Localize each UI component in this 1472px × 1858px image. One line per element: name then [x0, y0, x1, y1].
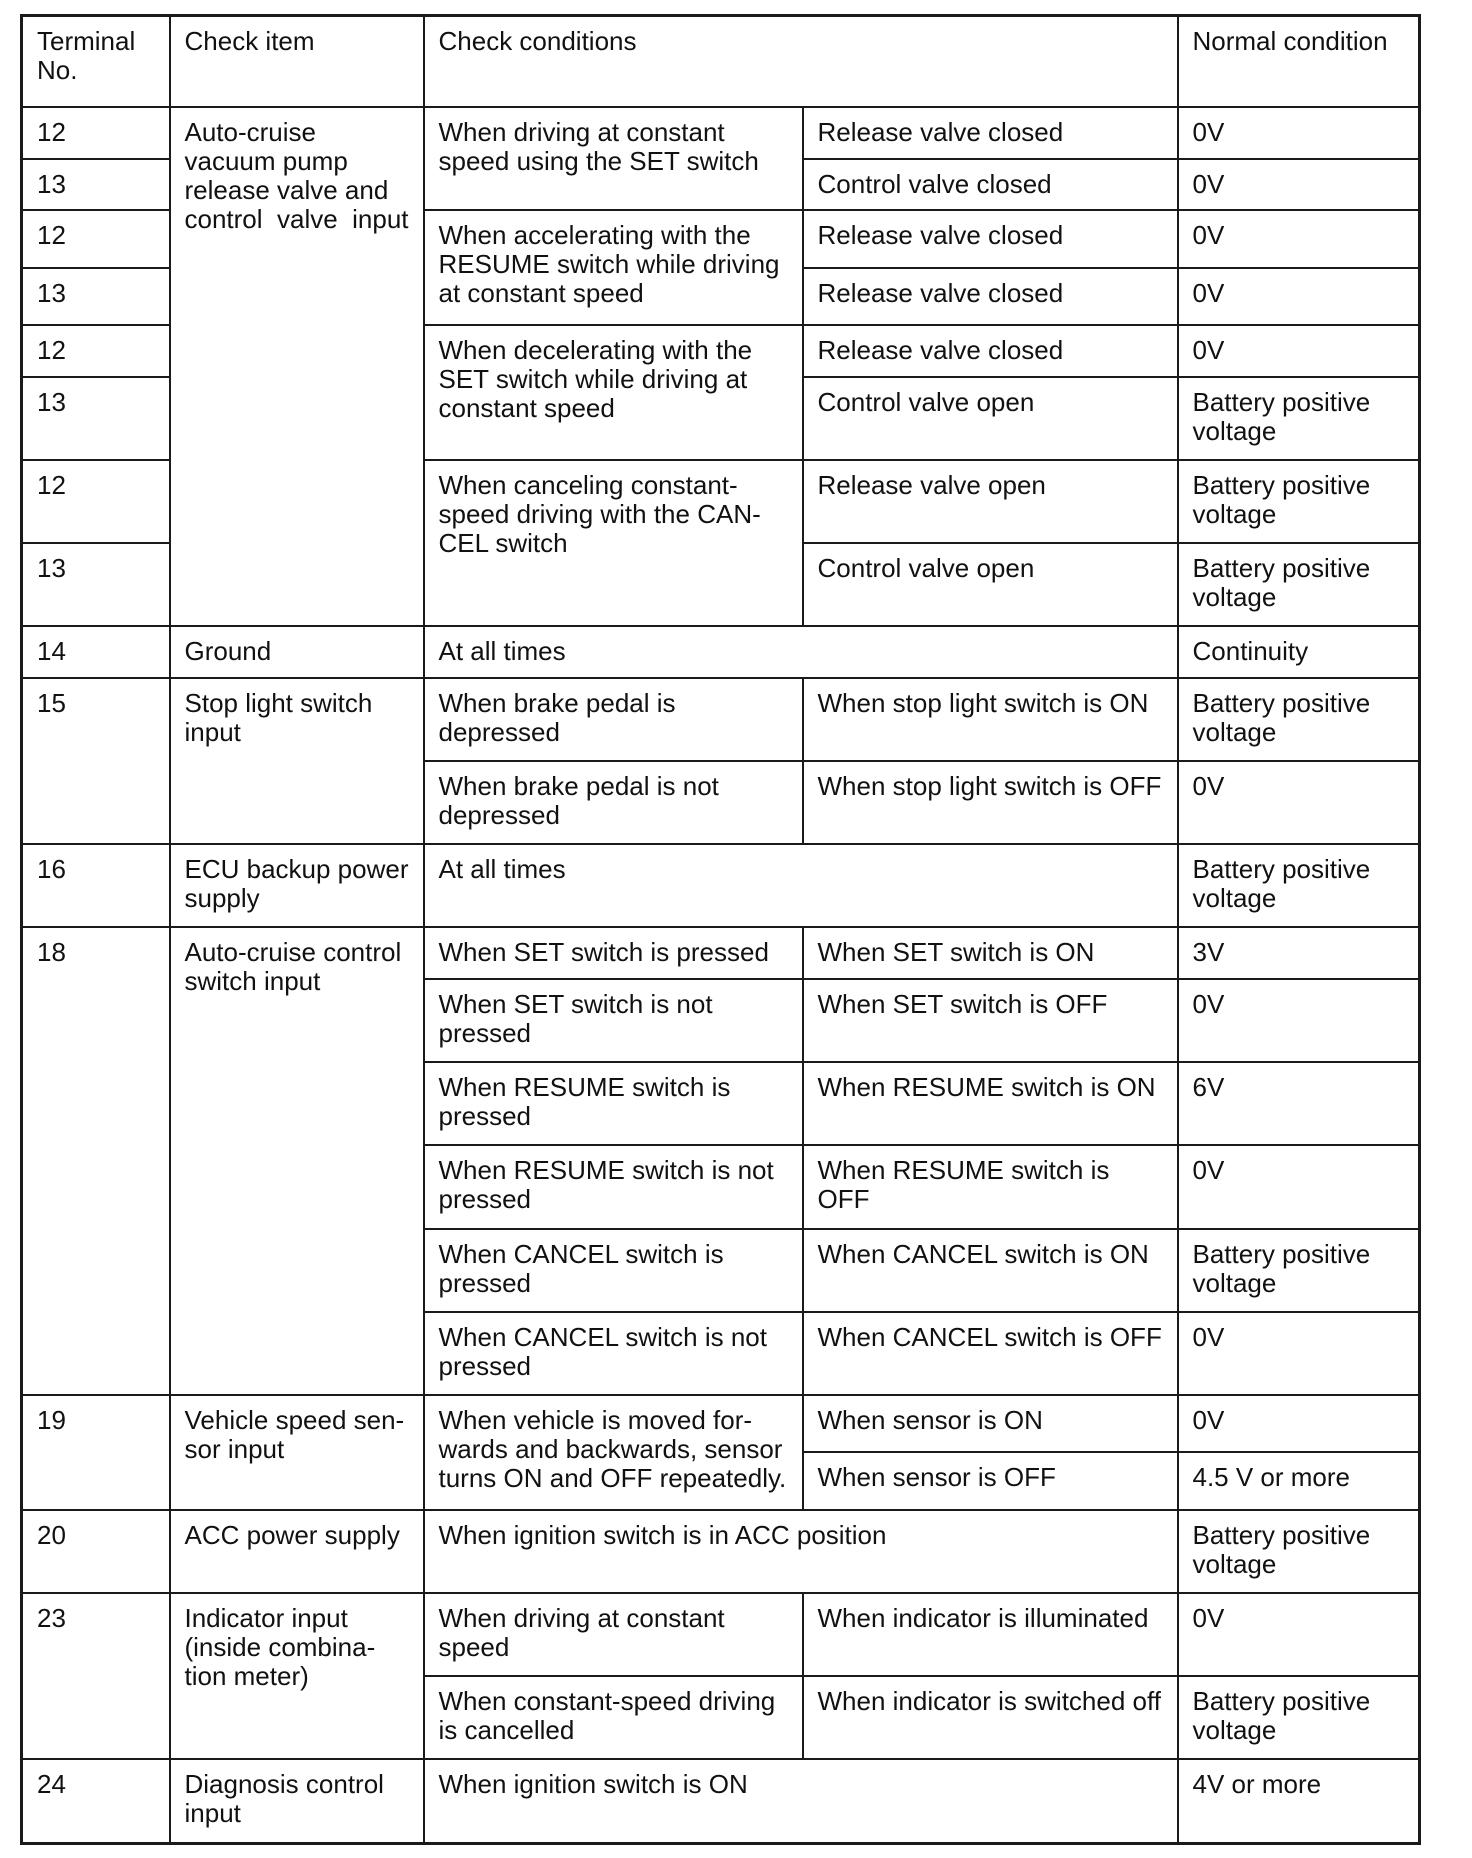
terminal-cell: 23	[22, 1593, 170, 1759]
condition-cell: When SET switch is not pressed	[424, 979, 803, 1062]
table-row	[22, 626, 1420, 677]
sub-condition-cell: When SET switch is ON	[803, 927, 1178, 978]
header-check-conditions: Check conditions	[424, 16, 1178, 108]
sub-condition-cell: Release valve open	[803, 460, 1178, 543]
normal-condition-cell: Battery positive voltage	[1178, 460, 1420, 543]
condition-cell: When RESUME switch is pressed	[424, 1062, 803, 1145]
condition-cell: When CANCEL switch is pressed	[424, 1229, 803, 1312]
sub-condition-cell: When SET switch is OFF	[803, 979, 1178, 1062]
terminal-cell: 13	[22, 268, 170, 325]
header-normal-condition: Normal condition	[1178, 16, 1420, 108]
sub-condition-cell: When CANCEL switch is ON	[803, 1229, 1178, 1312]
sub-condition-cell: When RESUME switch is ON	[803, 1062, 1178, 1145]
sub-condition-cell: Release valve closed	[803, 268, 1178, 325]
terminal-cell: 13	[22, 159, 170, 210]
condition-cell: When CANCEL switch is not pressed	[424, 1312, 803, 1395]
normal-condition-cell: Battery positive voltage	[1178, 1229, 1420, 1312]
normal-condition-cell: 0V	[1178, 268, 1420, 325]
normal-condition-cell: 4.5 V or more	[1178, 1452, 1420, 1509]
sub-condition-cell: When CANCEL switch is OFF	[803, 1312, 1178, 1395]
check-item-cell: Diagnosis control input	[170, 1759, 424, 1843]
normal-condition-cell: 4V or more	[1178, 1759, 1420, 1843]
condition-cell: When decelerating with the SET switch while driving at constant speed	[424, 325, 803, 460]
normal-condition-cell: 0V	[1178, 210, 1420, 267]
condition-cell: At all times	[424, 626, 1178, 677]
sub-condition-cell: When sensor is ON	[803, 1395, 1178, 1452]
table-row	[22, 678, 1420, 761]
normal-condition-cell: 0V	[1178, 761, 1420, 844]
terminal-cell: 12	[22, 210, 170, 267]
condition-cell: When ignition switch is in ACC position	[424, 1510, 1178, 1593]
condition-cell: When vehicle is moved for-wards and backwards, sensor turns ON and OFF repeatedly.	[424, 1395, 803, 1510]
table-row	[22, 844, 1420, 927]
check-item-cell: Vehicle speed sen-sor input	[170, 1395, 424, 1510]
terminal-cell: 24	[22, 1759, 170, 1843]
condition-cell: When canceling constant-speed driving with the CAN-CEL switch	[424, 460, 803, 626]
normal-condition-cell: 0V	[1178, 159, 1420, 210]
check-item-cell: Stop light switch input	[170, 678, 424, 844]
terminal-cell: 12	[22, 460, 170, 543]
normal-condition-cell: 3V	[1178, 927, 1420, 978]
table-row	[22, 1395, 1420, 1452]
normal-condition-cell: 0V	[1178, 979, 1420, 1062]
normal-condition-cell: 6V	[1178, 1062, 1420, 1145]
normal-condition-cell: 0V	[1178, 1312, 1420, 1395]
sub-condition-cell: When RESUME switch is OFF	[803, 1145, 1178, 1228]
condition-cell: When constant-speed driving is cancelled	[424, 1676, 803, 1759]
check-item-cell: Ground	[170, 626, 424, 677]
table-row	[22, 1759, 1420, 1843]
sub-condition-cell: Release valve closed	[803, 325, 1178, 376]
normal-condition-cell: Battery positive voltage	[1178, 377, 1420, 460]
sub-condition-cell: Release valve closed	[803, 210, 1178, 267]
sub-condition-cell: Release valve closed	[803, 107, 1178, 158]
condition-cell: When driving at constant speed using the SET switch	[424, 107, 803, 210]
condition-cell: When accelerating with the RESUME switch while driving at constant speed	[424, 210, 803, 325]
normal-condition-cell: Continuity	[1178, 626, 1420, 677]
check-item-cell: Auto-cruise vacuum pump release valve and control valve input	[170, 107, 424, 626]
table-row	[22, 1593, 1420, 1676]
condition-cell: When driving at constant speed	[424, 1593, 803, 1676]
header-check-item: Check item	[170, 16, 424, 108]
condition-cell: When brake pedal is depressed	[424, 678, 803, 761]
terminal-cell: 14	[22, 626, 170, 677]
sub-condition-cell: When sensor is OFF	[803, 1452, 1178, 1509]
normal-condition-cell: 0V	[1178, 107, 1420, 158]
terminal-cell: 13	[22, 377, 170, 460]
terminal-cell: 12	[22, 107, 170, 158]
condition-cell: When RESUME switch is not pressed	[424, 1145, 803, 1228]
normal-condition-cell: Battery positive voltage	[1178, 1676, 1420, 1759]
condition-cell: When SET switch is pressed	[424, 927, 803, 978]
normal-condition-cell: 0V	[1178, 1593, 1420, 1676]
condition-cell: When ignition switch is ON	[424, 1759, 1178, 1843]
condition-cell: At all times	[424, 844, 1178, 927]
terminal-cell: 18	[22, 927, 170, 1394]
sub-condition-cell: Control valve closed	[803, 159, 1178, 210]
check-item-cell: ECU backup power supply	[170, 844, 424, 927]
normal-condition-cell: 0V	[1178, 1395, 1420, 1452]
normal-condition-cell: Battery positive voltage	[1178, 678, 1420, 761]
normal-condition-cell: Battery positive voltage	[1178, 844, 1420, 927]
normal-condition-cell: 0V	[1178, 1145, 1420, 1228]
condition-cell: When brake pedal is not depressed	[424, 761, 803, 844]
table-row	[22, 927, 1420, 978]
terminal-cell: 12	[22, 325, 170, 376]
terminal-cell: 20	[22, 1510, 170, 1593]
sub-condition-cell: Control valve open	[803, 543, 1178, 626]
normal-condition-cell: Battery positive voltage	[1178, 1510, 1420, 1593]
normal-condition-cell: 0V	[1178, 325, 1420, 376]
sub-condition-cell: Control valve open	[803, 377, 1178, 460]
sub-condition-cell: When stop light switch is OFF	[803, 761, 1178, 844]
check-item-cell: ACC power supply	[170, 1510, 424, 1593]
normal-condition-cell: Battery positive voltage	[1178, 543, 1420, 626]
check-item-cell: Indicator input (inside combina-tion meter)	[170, 1593, 424, 1759]
table-row	[22, 107, 1420, 158]
header-terminal-no: Terminal No.	[22, 16, 170, 108]
sub-condition-cell: When indicator is illuminated	[803, 1593, 1178, 1676]
sub-condition-cell: When indicator is switched off	[803, 1676, 1178, 1759]
terminal-cell: 19	[22, 1395, 170, 1510]
check-item-cell: Auto-cruise control switch input	[170, 927, 424, 1394]
header-row	[22, 16, 1420, 108]
terminal-cell: 13	[22, 543, 170, 626]
terminal-check-table	[20, 14, 1421, 1845]
terminal-cell: 15	[22, 678, 170, 844]
terminal-cell: 16	[22, 844, 170, 927]
sub-condition-cell: When stop light switch is ON	[803, 678, 1178, 761]
table-row	[22, 1510, 1420, 1593]
